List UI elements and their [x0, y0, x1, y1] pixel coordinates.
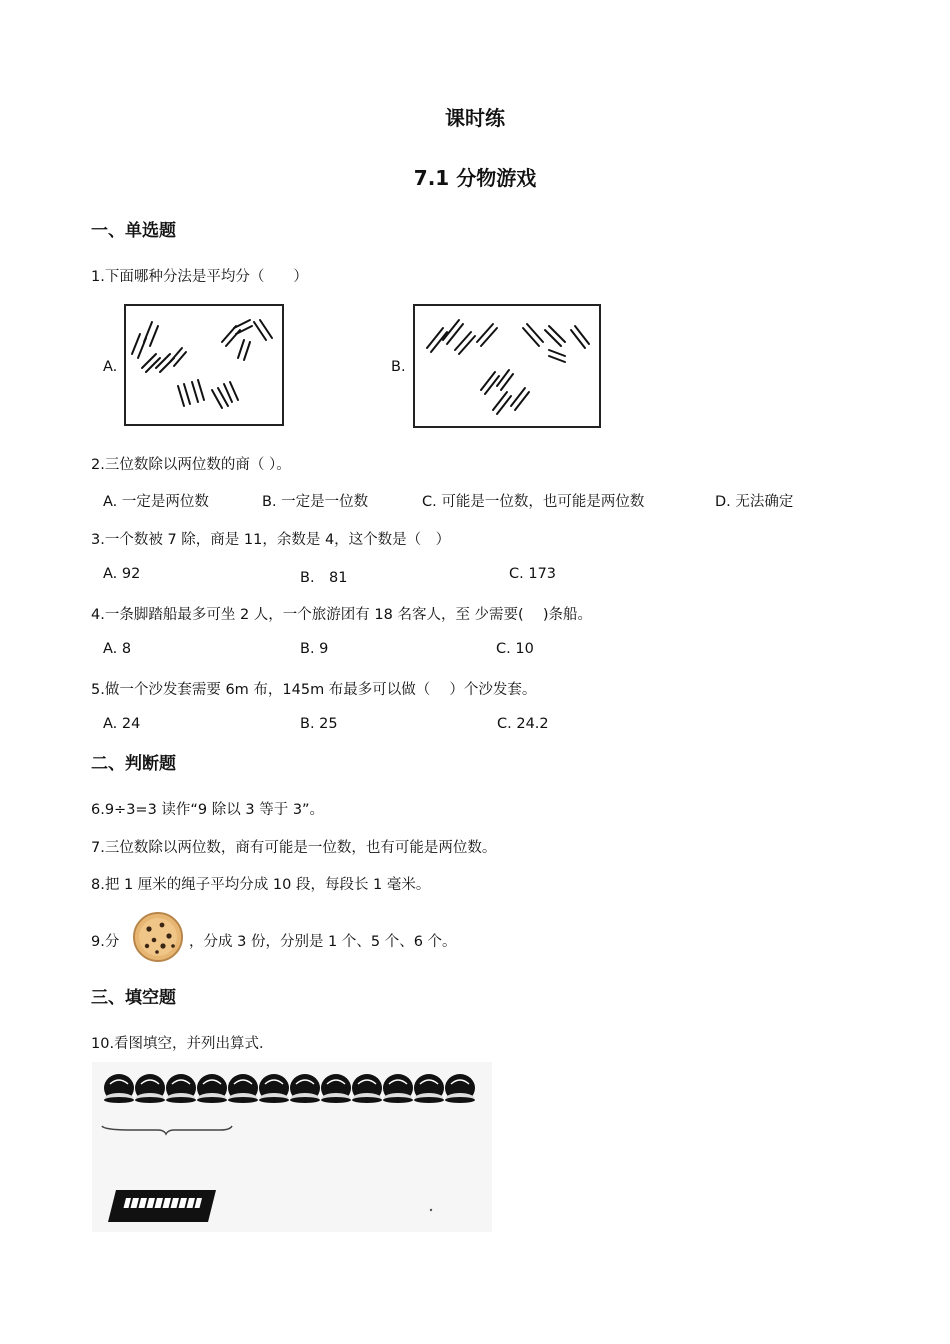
option-1a-label: A. — [103, 359, 118, 375]
page-subtitle: 7.1 分物游戏 — [413, 166, 537, 190]
option-5a[interactable]: A. 24 — [103, 716, 141, 732]
option-2b[interactable]: B. 一定是一位数 — [262, 494, 369, 510]
question-5: 5.做一个沙发套需要 6m 布，145m 布最多可以做（ ）个沙发套。 — [91, 682, 537, 698]
option-2a[interactable]: A. 一定是两位数 — [103, 494, 209, 510]
question-8: 8.把 1 厘米的绳子平均分成 10 段，每段长 1 毫米。 — [91, 877, 431, 893]
section-heading-fill-blank: 三、填空题 — [91, 988, 176, 1008]
option-2d[interactable]: D. 无法确定 — [715, 494, 794, 510]
question-3: 3.一个数被 7 除，商是 11，余数是 4，这个数是（ ） — [91, 532, 451, 548]
option-3a[interactable]: A. 92 — [103, 566, 141, 582]
option-1b-image — [413, 304, 601, 428]
question-2: 2.三位数除以两位数的商（ ）。 — [91, 457, 291, 473]
cookie-image — [131, 910, 185, 964]
page-title: 课时练 — [445, 106, 505, 130]
box-shape — [108, 1190, 216, 1222]
question-9-prefix: 9.分 — [91, 934, 120, 950]
question-1: 1.下面哪种分法是平均分（ ） — [91, 269, 308, 285]
balls-row — [104, 1074, 475, 1103]
option-1b-label: B. — [391, 359, 406, 375]
option-4c[interactable]: C. 10 — [496, 641, 534, 657]
option-2c[interactable]: C. 可能是一位数，也可能是两位数 — [422, 494, 645, 510]
option-4a[interactable]: A. 8 — [103, 641, 132, 657]
question-9-suffix: ，分成 3 份，分别是 1 个、5 个、6 个。 — [189, 934, 457, 950]
question-4: 4.一条脚踏船最多可坐 2 人，一个旅游团有 18 名客人，至 少需要( )条船。 — [91, 607, 592, 623]
option-5b[interactable]: B. 25 — [300, 716, 338, 732]
question-7: 7.三位数除以两位数，商有可能是一位数，也有可能是两位数。 — [91, 840, 497, 856]
brace — [102, 1126, 232, 1134]
option-3b[interactable]: B. 81 — [300, 570, 348, 586]
question-6: 6.9÷3=3 读作“9 除以 3 等于 3”。 — [91, 802, 325, 818]
option-4b[interactable]: B. 9 — [300, 641, 329, 657]
option-3c[interactable]: C. 173 — [509, 566, 557, 582]
balls-figure — [92, 1062, 492, 1232]
section-heading-true-false: 二、判断题 — [91, 754, 176, 774]
option-5c[interactable]: C. 24.2 — [497, 716, 549, 732]
section-heading-single-choice: 一、单选题 — [91, 221, 176, 241]
question-10: 10.看图填空，并列出算式． — [91, 1036, 274, 1052]
option-1a-image — [124, 304, 284, 426]
